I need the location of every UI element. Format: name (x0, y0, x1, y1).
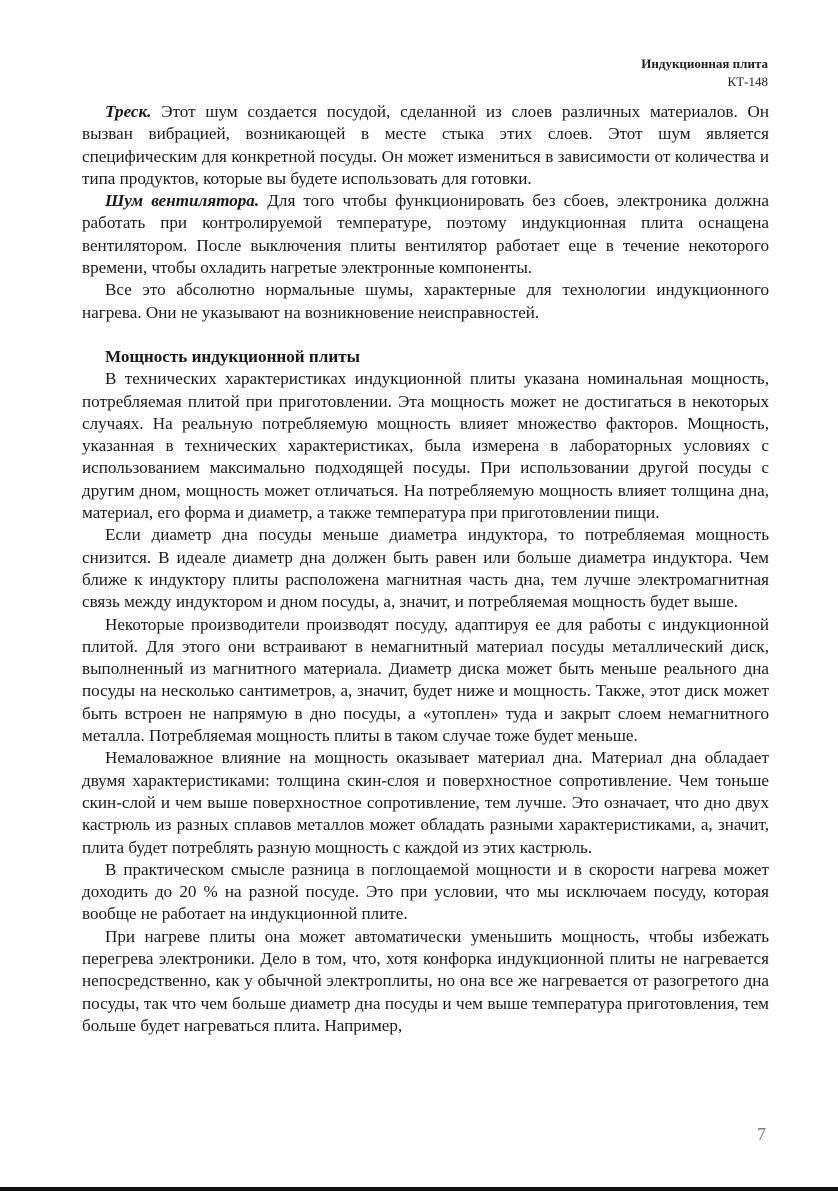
page-content (82, 101, 769, 1037)
bottom-border (0, 1187, 838, 1191)
paragraph-lead: Треск. (105, 102, 152, 121)
paragraph-crackle (82, 101, 769, 190)
paragraph: Если диаметр дна посуды меньше диаметра индуктора, то потребляемая мощность снизится. В идеале диаметр дна должен быть равен или больше диаметра индуктора. Чем ближе к индуктору плиты расположена магнитная часть дна, тем лучше электромагнитная связь между индуктором и дном посуды, а, значит, и потребляемая мощность будет выше. (82, 525, 769, 612)
paragraph: В технических характеристиках индукционной плиты указана номинальная мощность, потребляемая плитой при приготовлении. Эта мощность может не достигаться в некоторых случаях. На реальную потребляемую мощность влияет множество факторов. Мощность, указанная в технических характеристиках, была измерена в лабораторных условиях с использованием максимально подходящей посуды. При использовании другой посуды с другим дном, мощность может отличаться. На потребляемую мощность влияет толщина дна, материал, его форма и диаметр, а также температура при приготовлении пищи. (82, 369, 769, 523)
paragraph-lead: Шум вентилятора. (105, 191, 260, 211)
paragraph-text: Для того чтобы функционировать без сбоев, электроника должна работать при контролируемой температуре, поэтому индукционная плита оснащена вентилятором. После выключения плиты вентилятор работает еще в течение некоторого времени, чтобы охладить нагретые электронные компоненты. (82, 191, 770, 278)
paragraph: При нагреве плиты она может автоматически уменьшить мощность, чтобы избежать перегрева электроники. Дело в том, что, хотя конфорка индукционной плиты не нагревается непосредственно, как у обычной электроплиты, но она все же нагревается от разогретого дна посуды, так что чем больше диаметр дна посуды и чем выше температура приготовления, тем больше будет нагреваться плита. Например, (82, 926, 769, 1035)
running-header (641, 55, 768, 91)
paragraph: Некоторые производители производят посуду, адаптируя ее для работы с индукционной плитой. Для этого они встраивают в немагнитный материал посуды металлический диск, выполненный из магнитного материала. Диаметр диска может быть меньше реального дна посуды на несколько сантиметров, а, значит, будет ниже и мощность. Также, этот диск может быть встроен не напрямую в дно посуды, а «утоплен» туда и закрыт слоем немагнитного металла. Потребляемая мощность плиты в таком случае тоже будет меньше. (82, 614, 769, 746)
paragraph: Немаловажное влияние на мощность оказывает материал дна. Материал дна обладает двумя характеристиками: толщина скин-слоя и поверхностное сопротивление. Чем тоньше скин-слой и чем выше поверхностное сопротивление, тем лучше. Это означает, что дно двух кастрюль из разных сплавов металлов может обладать разными характеристиками, а, значит, плита будет потреблять разную мощность с каждой из этих кастрюль. (82, 748, 769, 857)
section-heading: Мощность индукционной плиты (105, 346, 360, 366)
paragraph-normal-noises: Все это абсолютно нормальные шумы, характерные для технологии индукционного нагрева. Они не указывают на возникновение неисправностей. (82, 280, 769, 322)
header-model: КТ-148 (727, 74, 768, 89)
header-title: Индукционная плита (641, 56, 768, 71)
paragraph-text: Этот шум создается посудой, сделанной из слоев различных материалов. Он вызван вибрацией, возникающей в месте стыка этих слоев. Этот шум является специфическим для конкретной посуды. Он может измениться в зависимости от количества и типа продуктов, которые вы будете использовать для готовки. (82, 102, 769, 188)
paragraph: В практическом смысле разница в поглощаемой мощности и в скорости нагрева может доходить до 20 % на разной посуде. Это при условии, что мы исключаем посуду, которая вообще не работает на индукционной плите. (82, 859, 769, 924)
paragraph-fan-noise (82, 190, 769, 279)
page-number: 7 (757, 1124, 766, 1144)
